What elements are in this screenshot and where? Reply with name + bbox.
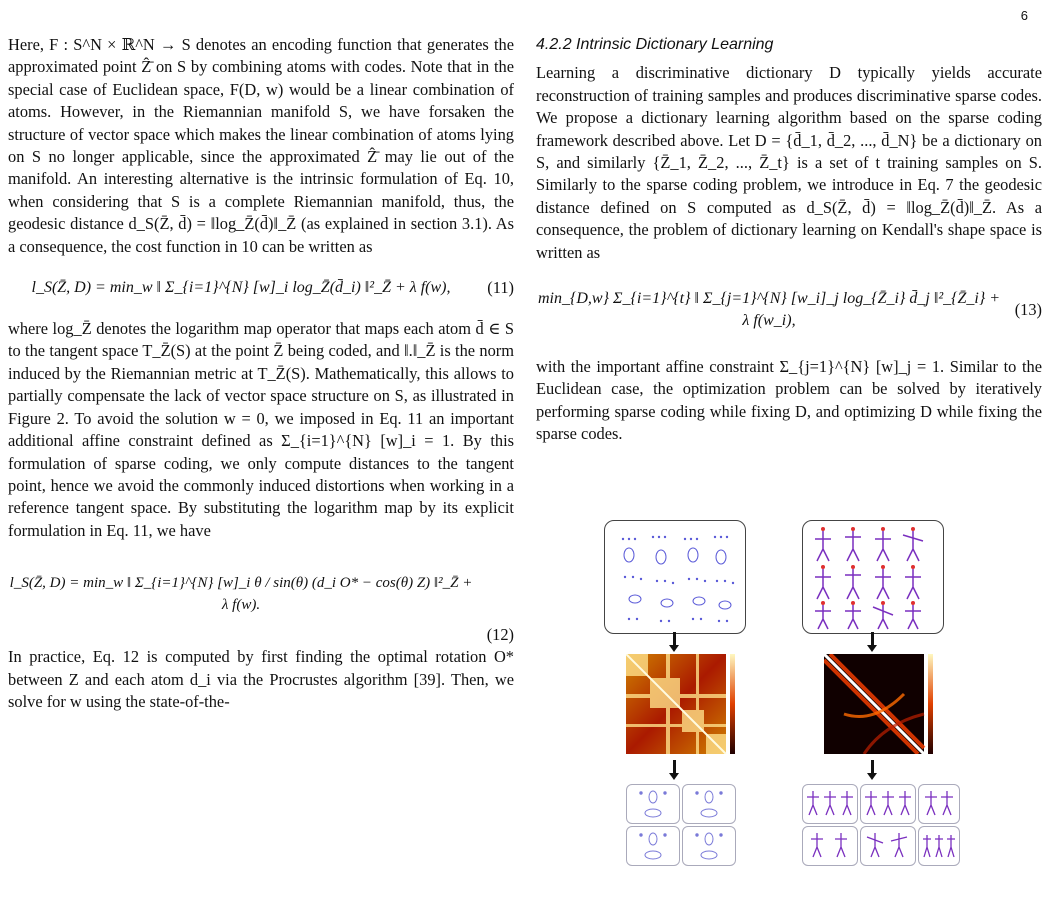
paragraph: Here, F : S^N × ℝ^N → S denotes an encoding function that generates the approximated point Ẑ̄ on S by combining atoms with codes. Note that in the special case of Euclidean space, F(D, w) would be a linear combination of atoms. However, in the Riemannian manifold S, we have forsaken the structure of vector space which makes the linear combination of atoms lying on S no longer applicable, since the approximated Ẑ̄ may lie out of the manifold. An interesting alternative is the intrinsic formulation of Eq. 10, when considering that S is a complete Riemannian manifold, thus, the geodesic distance d_S(Z̄, d̄) = ‖log_Z̄(d̄)‖_Z̄ (as explained in section 3.1). As a consequence, the cost function in 10 can be written as: [8, 35, 514, 256]
skeleton-samples-panel: [802, 520, 944, 634]
equation-body: l_S(Z̄, D) = min_w ‖ Σ_{i=1}^{N} [w]_i θ / sin(θ) (d_i O* − cos(θ) Z) ‖²_Z̄ + λ f(w).: [9, 574, 473, 614]
skeleton-poses-image: [803, 785, 857, 823]
skeleton-atom-box: [860, 826, 916, 866]
similarity-heatmap-faces: [626, 654, 736, 754]
skeleton-poses-image: [861, 827, 915, 865]
face-atom-box: [682, 784, 736, 824]
paragraph: with the important affine constraint Σ_{j=1}^{N} [w]_j = 1. Similar to the Euclidean case, the optimization problem can be solved by iteratively performing sparse coding while fixing D, and optimizing D while fixing the sparse codes.: [536, 357, 1042, 444]
arrow-down-icon: [673, 760, 676, 774]
paragraph: Learning a discriminative dictionary D typically yields accurate reconstruction of training samples and produces discriminative sparse codes. We propose a dictionary learning algorithm based on the sparse coding framework described above. Let D = {d̄_1, d̄_2, ..., d̄_N} be a dictionary on S, and similarly {Z̄_1, Z̄_2, ..., Z̄_t} is a set of t training samples on S. Similarly to the sparse coding problem, we introduce in Eq. 7 the geodesic distance defined on S computed as d_S(Z̄, d̄) = ‖log_Z̄(d̄)‖_Z̄. As a consequence, the problem of dictionary learning on Kendall's shape space is written as: [536, 63, 1042, 262]
similarity-heatmap-skeletons: [824, 654, 934, 754]
paragraph: where log_Z̄ denotes the logarithm map operator that maps each atom d̄ ∈ S to the tangent space T_Z̄(S) at the point Z̄ being coded, and ‖.‖_Z̄ is the norm induced by the Riemannian metric at T_Z̄(S). Mathematically, this allows to partially compensate the lack of vector space structure on S, as illustrated in Figure 2. To avoid the solution w = 0, we imposed in Eq. 11 an important additional affine constraint defined as Σ_{i=1}^{N} [w]_i = 1. By this formulation of sparse coding, we only compute distances to the tangent point, hence we avoid the commonly induced distortions when working in a reference tangent space. By substituting the logarithm map by its explicit formulation in Eq. 11, we have: [8, 319, 514, 540]
skeleton-poses-image: [919, 827, 959, 865]
face-samples-panel: [604, 520, 746, 634]
equation-number: (13): [1014, 299, 1042, 319]
skeleton-poses-image: [803, 827, 857, 865]
skeleton-poses-image: [919, 785, 959, 823]
left-column: [8, 34, 514, 713]
equation-body: l_S(Z̄, D) = min_w ‖ Σ_{i=1}^{N} [w]_i log_Z̄(d̄_i) ‖²_Z̄ + λ f(w),: [31, 278, 451, 296]
face-landmarks-image: [627, 827, 679, 865]
figure-dictionary-learning: [598, 520, 972, 892]
face-landmarks-image: [605, 521, 745, 633]
right-column: [536, 34, 1042, 446]
face-atom-box: [626, 784, 680, 824]
face-landmarks-image: [627, 785, 679, 823]
equation-body: min_{D,w} Σ_{i=1}^{t} ‖ Σ_{j=1}^{N} [w_i]_j log_{Z̄_i} d̄_j ‖²_{Z̄_i} + λ f(w_i),: [537, 289, 1001, 330]
arrow-down-icon: [871, 760, 874, 774]
arrow-down-icon: [871, 632, 874, 646]
equation-number: (11): [487, 277, 514, 297]
skeleton-atom-box: [918, 784, 960, 824]
skeleton-atom-box: [860, 784, 916, 824]
skeleton-atom-box: [802, 784, 858, 824]
subsection-heading: 4.2.2 Intrinsic Dictionary Learning: [536, 36, 774, 53]
arrow-down-icon: [673, 632, 676, 646]
paragraph: In practice, Eq. 12 is computed by first finding the optimal rotation O* between Z and each atom d_i via the Procrustes algorithm [39]. Then, we solve for w using the state-of-the-: [8, 647, 514, 711]
face-atom-box: [626, 826, 680, 866]
page-number: 6: [1020, 8, 1028, 23]
face-landmarks-image: [683, 785, 735, 823]
face-atom-box: [682, 826, 736, 866]
equation-number: (12): [486, 624, 514, 644]
skeleton-poses-image: [803, 521, 943, 633]
skeleton-atom-box: [802, 826, 858, 866]
skeleton-atom-box: [918, 826, 960, 866]
face-landmarks-image: [683, 827, 735, 865]
equation-11: [8, 258, 514, 318]
skeleton-poses-image: [861, 785, 915, 823]
equation-12: [8, 542, 514, 646]
equation-13: [536, 264, 1042, 356]
